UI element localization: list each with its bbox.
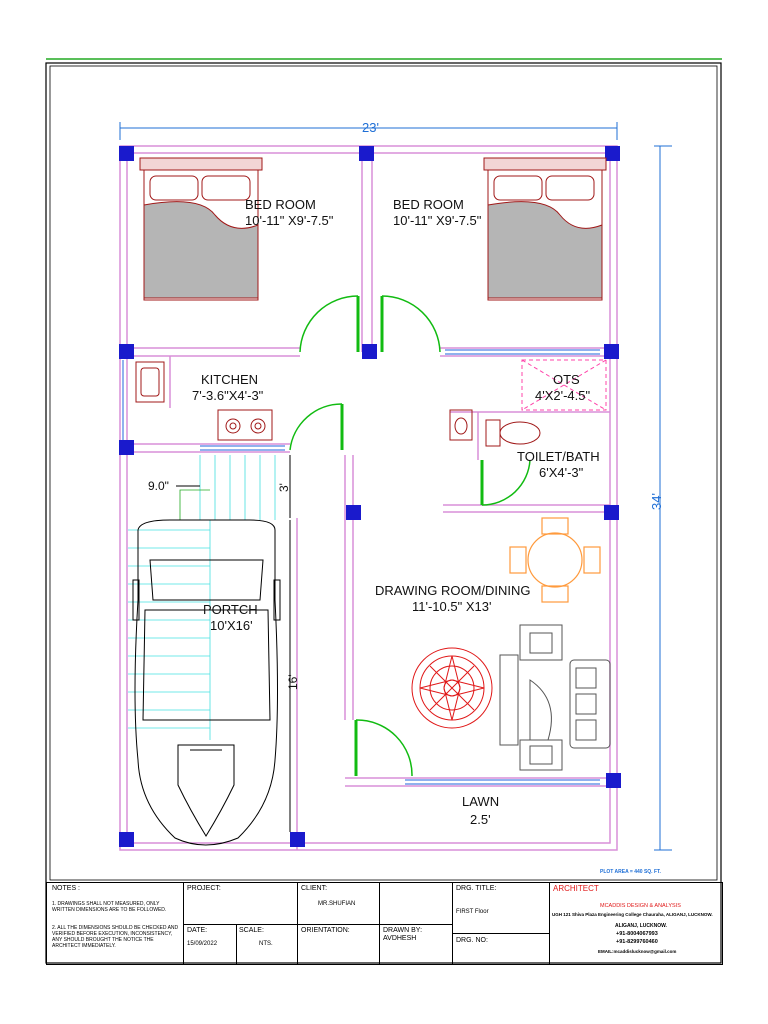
portch-name: PORTCH bbox=[203, 602, 258, 617]
kitchen-name: KITCHEN bbox=[201, 372, 259, 387]
plot-area-note: PLOT AREA = 440 SQ. FT. bbox=[600, 869, 661, 875]
project-label: PROJECT: bbox=[187, 885, 221, 892]
divider-drg-no bbox=[453, 933, 550, 934]
drg-title-value: FIRST Floor bbox=[456, 909, 489, 915]
toilet-name: TOILET/BATH bbox=[517, 449, 600, 464]
date-label: DATE: bbox=[187, 927, 208, 934]
divider-drawn-by bbox=[380, 924, 453, 925]
drawing-name: DRAWING ROOM/DINING bbox=[375, 583, 531, 598]
doors bbox=[290, 296, 530, 776]
scale-value: NTS. bbox=[259, 941, 273, 947]
address-2: ALIGANJ, LUCKNOW. bbox=[615, 923, 667, 929]
date-value: 15/09/2022 bbox=[187, 941, 218, 947]
notes-cell bbox=[47, 883, 184, 964]
dim-height-total: 34' bbox=[649, 493, 664, 510]
title-block bbox=[46, 882, 723, 965]
divider-date-row bbox=[184, 924, 380, 925]
dim-width-total: 23' bbox=[362, 120, 379, 135]
bed-right-name: BED ROOM bbox=[393, 197, 464, 212]
note-1: 1. DRAWINGS SHALL NOT MEASURED, ONLY WRITTEN DIMENSIONS ARE TO BE FOLLOWED. bbox=[52, 901, 167, 913]
portch-size: 10'X16' bbox=[210, 618, 253, 633]
kitchen-size: 7'-3.6"X4'-3" bbox=[192, 388, 264, 403]
orientation-label: ORIENTATION: bbox=[301, 927, 350, 934]
drg-title-cell bbox=[453, 883, 550, 964]
phone-1: +91-8004067993 bbox=[616, 931, 658, 937]
dim-stair-width: 9.0" bbox=[148, 479, 169, 493]
bed-right bbox=[484, 158, 606, 300]
round-rug bbox=[412, 648, 492, 728]
car bbox=[133, 520, 280, 845]
drg-title-label: DRG. TITLE: bbox=[456, 885, 497, 892]
toilet-size: 6'X4'-3" bbox=[539, 465, 584, 480]
dim-stair-gap: 3' bbox=[277, 483, 291, 492]
client-value: MR.SHUFIAN bbox=[318, 901, 356, 907]
dim-portch-depth: 16' bbox=[286, 674, 300, 690]
drg-no-label: DRG. NO: bbox=[456, 937, 488, 944]
bed-right-size: 10'-11" X9'-7.5" bbox=[393, 213, 482, 228]
architect-label: ARCHITECT bbox=[553, 884, 599, 893]
divider-date-scale bbox=[236, 924, 237, 964]
email: EMAIL:mcaddislucknow@gmail.com bbox=[598, 949, 677, 954]
address-1: UGH 121 Shiva Plaza Engineering College Chauraha, ALIGANJ, LUCKNOW. bbox=[552, 912, 713, 917]
ots-name: OTS bbox=[553, 372, 580, 387]
drawn-by-value: AVDHESH bbox=[383, 935, 417, 942]
bed-left-size: 10'-11" X9'-7.5" bbox=[245, 213, 334, 228]
toilet-fixtures bbox=[450, 410, 540, 446]
lawn-size: 2.5' bbox=[470, 812, 491, 827]
staircase bbox=[128, 455, 275, 740]
firm-name: MCADDIS DESIGN & ANALYSIS bbox=[600, 903, 681, 909]
bed-left-name: BED ROOM bbox=[245, 197, 316, 212]
architect-cell bbox=[550, 883, 722, 964]
drawing-size: 11'-10.5" X13' bbox=[412, 599, 492, 614]
ots-size: 4'X2'-4.5" bbox=[535, 388, 591, 403]
drawn-by-label: DRAWN BY: bbox=[383, 927, 423, 934]
lawn-name: LAWN bbox=[462, 794, 500, 809]
sheet-border bbox=[46, 63, 721, 963]
notes-title: NOTES : bbox=[52, 885, 81, 892]
client-label: CLIENT: bbox=[301, 885, 328, 892]
phone-2: +91-8299760460 bbox=[616, 939, 658, 945]
scale-label: SCALE: bbox=[239, 927, 264, 934]
bed-left bbox=[140, 158, 262, 300]
sofa-set bbox=[500, 625, 610, 770]
note-2: 2. ALL THE DIMENSIONS SHOULD BE CHECKED AND VERIFIED BEFORE EXECUTION, INCONSISTENCY, ANY SHOULD BROUGHT THE NOTICE THE ARCHITECT IMMEDIATELY. bbox=[52, 925, 179, 949]
